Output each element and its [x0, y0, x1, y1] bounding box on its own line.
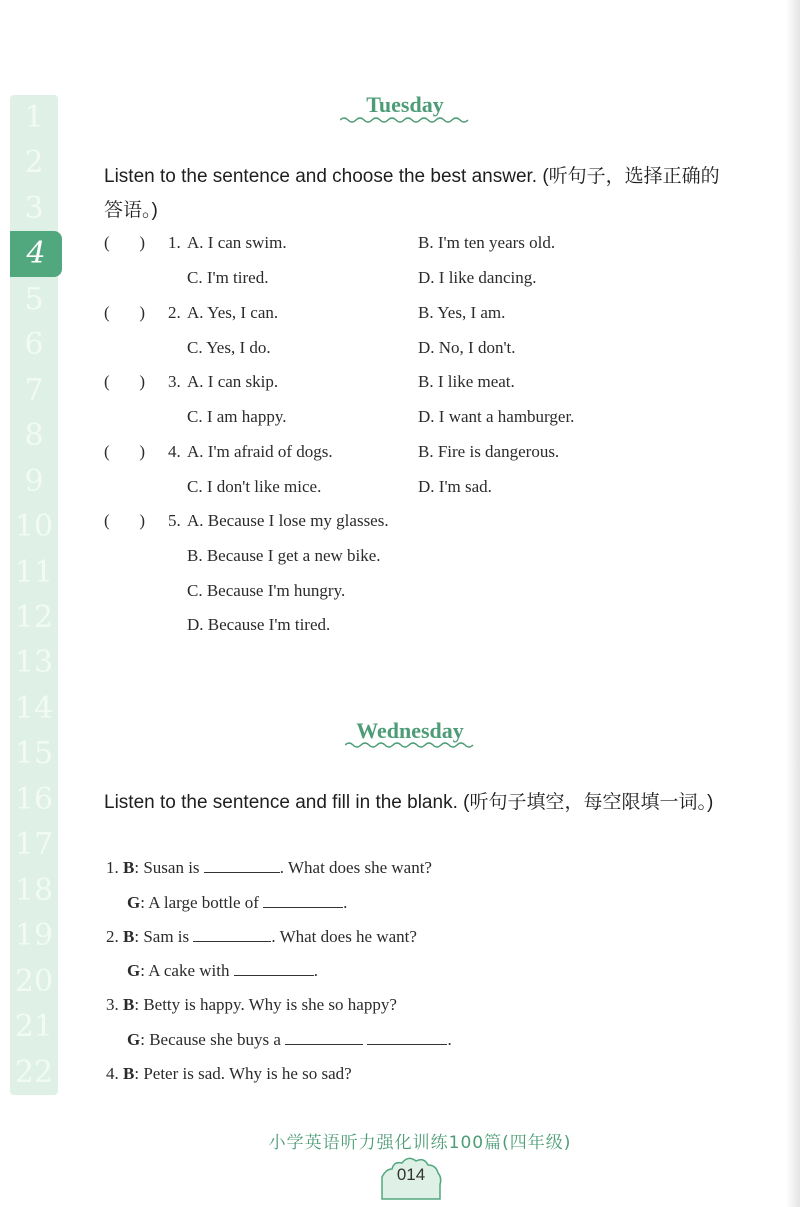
question-number: 2.	[168, 303, 181, 322]
line-text: Because she buys a	[149, 1030, 281, 1049]
question-number: 5.	[168, 511, 181, 530]
dialogue-line: 1. B: Susan is . What does she want?	[106, 858, 432, 877]
item-number: 4.	[106, 1064, 119, 1083]
chapter-tab-13[interactable]: 13	[14, 645, 54, 681]
option-c: C. I am happy.	[187, 407, 287, 426]
option-a: A. I'm afraid of dogs.	[187, 442, 333, 461]
blank-field[interactable]	[263, 893, 343, 908]
question-number: 4.	[168, 442, 181, 461]
chapter-tab-1[interactable]: 1	[24, 100, 44, 135]
blank-field[interactable]	[193, 927, 271, 942]
chapter-tab-3[interactable]: 3	[24, 190, 44, 226]
line-text: Susan is	[143, 858, 200, 877]
line-text: Peter is sad. Why is he so sad?	[143, 1064, 352, 1083]
chapter-tab-16[interactable]: 16	[14, 781, 54, 817]
line-text: A cake with	[148, 961, 230, 980]
speaker-g: G	[127, 893, 141, 912]
chapter-tab-5[interactable]: 5	[24, 281, 44, 317]
option-d: D. No, I don't.	[418, 338, 516, 357]
option-a: A. Because I lose my glasses.	[187, 511, 389, 530]
line-text: . What does she want?	[279, 858, 432, 877]
section-title-wednesday: Wednesday	[356, 718, 464, 743]
chapter-tab-9[interactable]: 9	[24, 463, 44, 499]
chapter-tab-18[interactable]: 18	[14, 872, 54, 908]
option-a: A. I can swim.	[187, 233, 287, 252]
answer-parenthesis[interactable]: ( )	[104, 511, 146, 530]
option-d: D. I want a hamburger.	[418, 407, 575, 426]
blank-field[interactable]	[367, 1030, 447, 1045]
chapter-tab-21[interactable]: 21	[14, 1009, 54, 1045]
instruction-wednesday: Listen to the sentence and fill in the blank. (听句子填空，每空限填一词。)	[104, 792, 714, 813]
speaker-b: B	[123, 1064, 135, 1083]
option-b: B. I'm ten years old.	[418, 233, 556, 252]
option-d: D. I like dancing.	[418, 268, 537, 287]
speaker-b: B	[123, 858, 135, 877]
option-b: B. Fire is dangerous.	[418, 442, 560, 461]
option-c: C. I'm tired.	[187, 268, 269, 287]
line-text: Betty is happy. Why is she so happy?	[143, 995, 397, 1014]
option-c: C. Yes, I do.	[187, 338, 271, 357]
line-text: .	[313, 961, 318, 980]
question-number: 3.	[168, 372, 181, 391]
section-title-tuesday: Tuesday	[366, 92, 444, 117]
chapter-tab-2[interactable]: 2	[24, 145, 44, 181]
chapter-tab-12[interactable]: 12	[14, 600, 54, 635]
dialogue-line: 3. B: Betty is happy. Why is she so happy?	[106, 995, 397, 1014]
item-number: 3.	[106, 995, 119, 1014]
option-b: B. Because I get a new bike.	[187, 546, 381, 565]
option-d: D. I'm sad.	[418, 477, 492, 496]
question-number: 1.	[168, 233, 181, 252]
option-d: D. Because I'm tired.	[187, 615, 331, 634]
dialogue-line: G: A cake with .	[127, 961, 318, 980]
title-underline-wave	[340, 116, 472, 124]
blank-field[interactable]	[204, 858, 280, 873]
line-text: . What does he want?	[271, 927, 417, 946]
line-text: Sam is	[143, 927, 190, 946]
chapter-tab-10[interactable]: 10	[14, 509, 54, 545]
chapter-tab-22[interactable]: 22	[14, 1054, 54, 1090]
blank-field[interactable]	[234, 961, 314, 976]
chapter-tab-15[interactable]: 15	[14, 736, 54, 772]
dialogue-line: 2. B: Sam is . What does he want?	[106, 927, 417, 946]
option-a: A. Yes, I can.	[187, 303, 279, 322]
chapter-tab-6[interactable]: 6	[24, 327, 44, 363]
chapter-tab-11[interactable]: 11	[14, 554, 54, 590]
chapter-tab-7[interactable]: 7	[24, 372, 44, 408]
line-text: .	[343, 893, 348, 912]
option-b: B. Yes, I am.	[418, 303, 506, 322]
line-text: .	[447, 1030, 452, 1049]
chapter-tab-17[interactable]: 17	[14, 827, 54, 863]
answer-parenthesis[interactable]: ( )	[104, 442, 146, 461]
speaker-b: B	[123, 927, 135, 946]
instruction-tuesday: Listen to the sentence and choose the best answer. (听句子，选择正确的答语。)	[104, 166, 720, 221]
speaker-b: B	[123, 995, 135, 1014]
item-number: 2.	[106, 927, 119, 946]
chapter-tab-14[interactable]: 14	[14, 690, 54, 726]
dialogue-line: G: Because she buys a .	[127, 1030, 452, 1049]
chapter-tab-4[interactable]: 4	[10, 231, 62, 276]
chapter-tab-20[interactable]: 20	[14, 963, 54, 999]
chapter-tab-19[interactable]: 19	[14, 918, 54, 954]
option-b: B. I like meat.	[418, 372, 515, 391]
chapter-tab-strip	[10, 95, 58, 1095]
answer-parenthesis[interactable]: ( )	[104, 303, 146, 322]
option-a: A. I can skip.	[187, 372, 279, 391]
answer-parenthesis[interactable]: ( )	[104, 233, 146, 252]
page-number-badge	[378, 1155, 444, 1201]
blank-field[interactable]	[285, 1030, 363, 1045]
line-text: A large bottle of	[148, 893, 259, 912]
answer-parenthesis[interactable]: ( )	[104, 372, 146, 391]
chapter-tab-8[interactable]: 8	[24, 418, 44, 454]
speaker-g: G	[127, 1030, 141, 1049]
option-c: C. Because I'm hungry.	[187, 581, 346, 600]
page-edge-shadow	[786, 0, 800, 1207]
speaker-g: G	[127, 961, 141, 980]
title-underline-wave	[345, 741, 480, 749]
option-c: C. I don't like mice.	[187, 477, 322, 496]
dialogue-line: 4. B: Peter is sad. Why is he so sad?	[106, 1064, 352, 1083]
item-number: 1.	[106, 858, 119, 877]
page-number: 014	[396, 1165, 426, 1184]
book-title: 小学英语听力强化训练100篇(四年级)	[268, 1133, 572, 1153]
dialogue-line: G: A large bottle of .	[127, 893, 348, 912]
